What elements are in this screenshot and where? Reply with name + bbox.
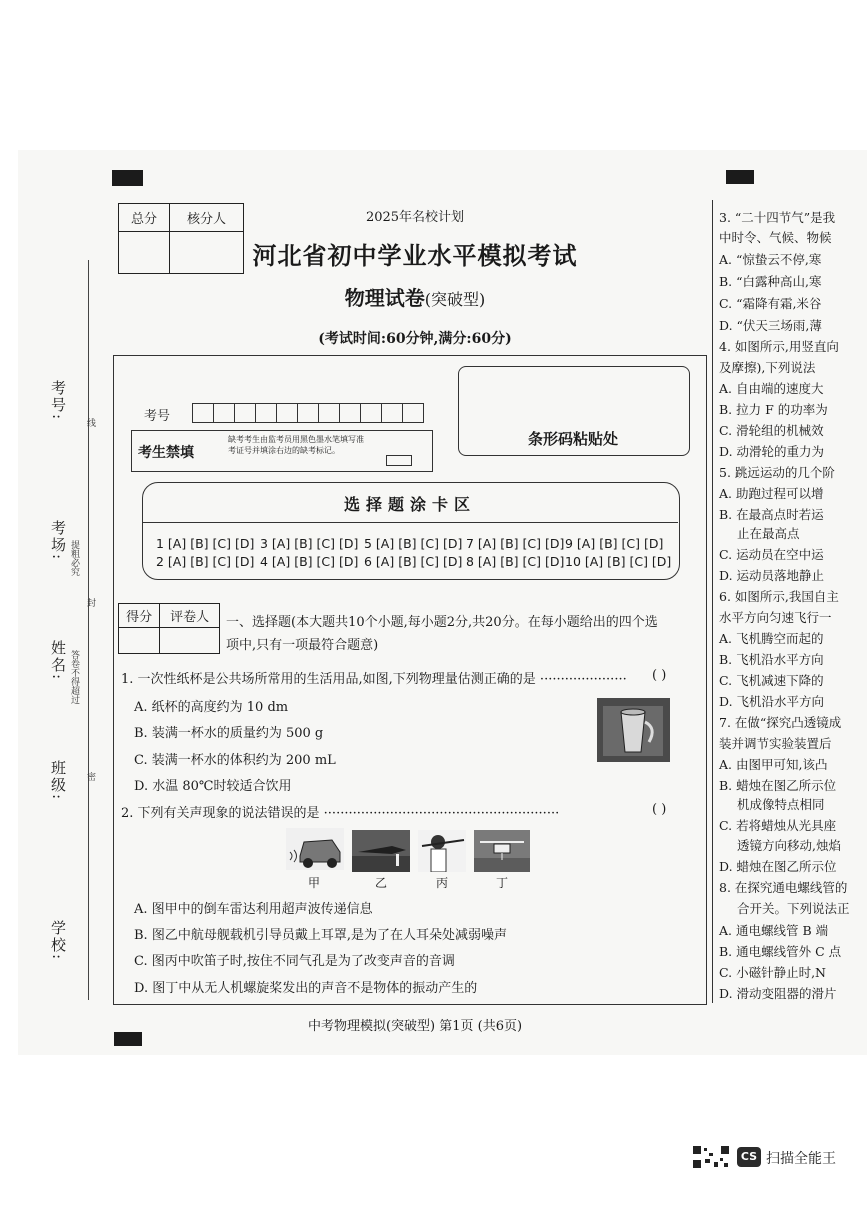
fig-label-ding: 丁: [496, 876, 509, 890]
bubble-row[interactable]: 7 [A] [B] [C] [D]: [466, 536, 565, 551]
exam-number-cells[interactable]: [192, 403, 423, 427]
bubble-row[interactable]: 5 [A] [B] [C] [D]: [364, 536, 463, 551]
sidebar-class: 班级:: [49, 760, 67, 802]
alignment-mark: [112, 170, 143, 186]
qr-code-icon: [692, 1145, 730, 1169]
absent-mark[interactable]: [386, 455, 412, 466]
alignment-mark: [114, 1032, 142, 1046]
section-instruction-2: 项中,只有一项最符合题意): [226, 638, 379, 653]
bubble-row[interactable]: 10 [A] [B] [C] [D]: [565, 554, 672, 569]
next-page-column: 3. “二十四节气”是我 中时令、气候、物候 A. “惊蛰云不停,寒 B. “白露种高山,寒 C. “霜降有霜,米谷 D. “伏天三场雨,薄 4. 如图所示,用竖直向 及摩擦),下列说法 A. 自由端的速度大 B. 拉力 F 的功率为 C. 滑轮组的机械效 D. 动滑轮的重力为 5. 跳远运动的几个阶 A. 助跑过程可以增 B. 在最高点时若运 止在最高点 C. 运动员在空中运 D. 运动员落地静止 6. 如图所示,我国自主 水平方向匀速飞行一 A. 飞机腾空而起的 B. 飞机沿水平方向 C. 飞机减速下降的 D. 飞机沿水平方向 7. 在做“探究凸透镜成 装并调节实验装置后 A. 由图甲可知,该凸 B. 蜡烛在图乙所示位 机成像特点相同 C. 若将蜡烛从光具座 透镜方向移动,烛焰 D. 蜡烛在图乙所示位 8. 在探究通电螺线管的 合开关。下列说法正 A. 通电螺线管 B 端 B. 通电螺线管外 C 点 C. 小磁针静止时,N D. 滑动变阻器的滑片: [712, 200, 867, 1003]
score-header: 得分: [119, 604, 160, 628]
q1-answer-paren: ( ): [652, 668, 667, 683]
car-radar-image: [286, 828, 344, 870]
total-score-header: 总分: [119, 204, 170, 232]
sidebar-name: 姓名:: [49, 640, 67, 682]
seal-rule: 答卷不得超过: [69, 650, 79, 704]
bubble-row[interactable]: 1 [A] [B] [C] [D]: [156, 536, 255, 551]
camscanner-logo: CS: [737, 1147, 761, 1167]
bubble-row[interactable]: 6 [A] [B] [C] [D]: [364, 554, 463, 569]
reviewer-header: 评卷人: [160, 604, 220, 628]
seal-warning: 提粗必究: [69, 540, 79, 576]
q1-option-a: A. 纸杯的高度约为 10 dm: [134, 700, 289, 715]
q1-option-d: D. 水温 80℃时较适合饮用: [134, 779, 292, 794]
seal-label: 封: [85, 598, 95, 607]
q1-option-c: C. 装满一杯水的体积约为 200 mL: [134, 753, 336, 768]
plan-title: 2025年名校计划: [365, 210, 465, 225]
carrier-jet-image: [352, 830, 410, 872]
page-title: 河北省初中学业水平模拟考试: [252, 241, 578, 270]
subject-title: 物理试卷(突破型): [344, 286, 486, 310]
camscanner-text: 扫描全能王: [766, 1151, 836, 1167]
sidebar-school: 学校:: [49, 920, 67, 962]
barcode-label: 条形码粘贴处: [527, 430, 618, 448]
page-footer: 中考物理模拟(突破型) 第1页 (共6页): [307, 1019, 523, 1034]
seal-line: [88, 260, 89, 1000]
seal-line-label: 线: [85, 418, 95, 427]
paper-cup-photo: [597, 698, 670, 762]
q2-option-d: D. 图丁中从无人机螺旋桨发出的声音不是物体的振动产生的: [134, 981, 478, 996]
alignment-mark: [726, 170, 754, 184]
forbid-note: 缺考考生由监考员用黑色墨水笔填写准考证号并填涂右边的缺考标记。: [228, 435, 364, 455]
q1-option-b: B. 装满一杯水的质量约为 500 g: [134, 726, 324, 741]
q2-option-c: C. 图丙中吹笛子时,按住不同气孔是为了改变声音的音调: [134, 954, 455, 969]
q2-answer-paren: ( ): [652, 802, 667, 817]
drone-image: [474, 830, 530, 872]
section-instruction-1: 一、选择题(本大题共10个小题,每小题2分,共20分。在每小题给出的四个选: [226, 615, 658, 630]
secret-label: 密: [85, 772, 95, 781]
forbid-label: 考生禁填: [138, 445, 194, 461]
fig-label-jia: 甲: [308, 876, 321, 890]
sidebar-exam-no: 考号:: [49, 380, 67, 422]
sidebar-room: 考场:: [49, 520, 67, 562]
q2-stem: 2. 下列有关声现象的说法错误的是 ·························································: [121, 806, 560, 821]
bubble-row[interactable]: 2 [A] [B] [C] [D]: [156, 554, 255, 569]
q2-option-a: A. 图甲中的倒车雷达利用超声波传递信息: [134, 902, 373, 917]
bubble-row[interactable]: 4 [A] [B] [C] [D]: [260, 554, 359, 569]
grader-table: [118, 603, 220, 654]
score-table: [118, 203, 244, 274]
bubble-row[interactable]: 3 [A] [B] [C] [D]: [260, 536, 359, 551]
card-title: 选择题涂卡区: [343, 495, 476, 514]
flute-player-image: [418, 830, 466, 872]
q1-stem: 1. 一次性纸杯是公共场所常用的生活用品,如图,下列物理量估测正确的是 ·····················: [121, 672, 627, 687]
bubble-row[interactable]: 8 [A] [B] [C] [D]: [466, 554, 565, 569]
bubble-row[interactable]: 9 [A] [B] [C] [D]: [565, 536, 664, 551]
fig-label-bing: 丙: [436, 876, 449, 890]
card-divider: [142, 522, 678, 523]
exam-time-info: (考试时间:60分钟,满分:60分): [318, 331, 512, 347]
q2-option-b: B. 图乙中航母舰载机引导员戴上耳罩,是为了在人耳朵处减弱噪声: [134, 928, 507, 943]
exam-number-label: 考号: [144, 409, 171, 424]
checker-header: 核分人: [170, 204, 244, 232]
fig-label-yi: 乙: [375, 876, 388, 890]
